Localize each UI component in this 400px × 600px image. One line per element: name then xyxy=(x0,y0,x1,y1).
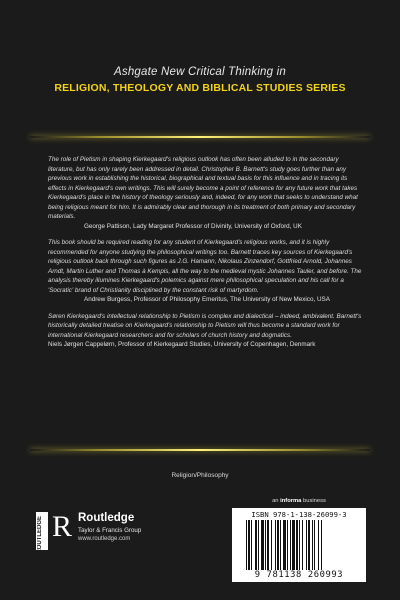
routledge-spine-mark xyxy=(36,512,48,554)
review-3 xyxy=(48,312,362,350)
subject-category: Religion/Philosophy xyxy=(171,472,229,479)
publisher-group: Taylor & Francis Group xyxy=(78,527,142,534)
reviews xyxy=(48,155,362,357)
review-text: This book should be required reading for any student of Kierkegaard's religious works, and it is highly recommended for anyone studying the philosophical writings too. Barnett traces key sources of Kierkegaard's religious outlook back through such figures as J.G. Hamann, Nikolaus Zinzendorf, Gottfried Arnold, Johannes Arndt, Martin Luther and Thomas à Kempis, all the way to the medieval mystic Johannes Tauler, and before. The analysis thereby illumines Kierkegaard's polemics against mere philosophical speculation and his call for a 'Socratic' brand of Christianity disciplined by the constant risk of martyrdom. xyxy=(48,239,362,294)
review-1 xyxy=(48,155,362,231)
series-line2: RELIGION, THEOLOGY AND BIBLICAL STUDIES SERIES xyxy=(54,82,346,94)
informa-business-label xyxy=(232,498,366,504)
informa-suffix: business xyxy=(303,498,326,504)
publisher-logo xyxy=(36,512,166,562)
review-2 xyxy=(48,238,362,305)
isbn-label: ISBN 978-1-138-26099-3 xyxy=(251,510,347,519)
review-attribution: George Pattison, Lady Margaret Professor of Divinity, University of Oxford, UK xyxy=(84,222,302,230)
barcode-area xyxy=(232,498,366,584)
review-attribution: Andrew Burgess, Professor of Philosophy Emeritus, The University of New Mexico, USA xyxy=(84,296,330,303)
publisher-name: Routledge xyxy=(78,512,135,524)
top-glow-divider xyxy=(30,136,370,138)
series-line1: Ashgate New Critical Thinking in xyxy=(114,66,286,78)
spine-mark-text: ROUTLEDGE xyxy=(37,516,43,554)
barcode-box xyxy=(232,508,366,582)
publisher-url: www.routledge.com xyxy=(78,536,131,542)
barcode-icon xyxy=(246,520,352,570)
review-text: Søren Kierkegaard's intellectual relationship to Pietism is complex and dialectical – indeed, ambivalent. Barnett's historically detailed treatise on Kierkegaard's relationship to Pietism will thus become a standard work for international Kierkegaard researchers and for scholars of church history and dogmatics. xyxy=(48,312,362,339)
routledge-r-icon: R xyxy=(52,510,73,543)
bottom-glow-divider xyxy=(30,449,370,451)
informa-brand: informa xyxy=(280,498,302,504)
review-attribution: Niels Jørgen Cappelørn, Professor of Kierkegaard Studies, University of Copenhagen, Denmark xyxy=(48,341,316,348)
informa-prefix: an xyxy=(272,498,279,504)
barcode-digits: 9 781138 260993 xyxy=(254,570,344,580)
series-title xyxy=(0,66,400,94)
review-text: The role of Pietism in shaping Kierkegaard's religious outlook has often been alluded to in the secondary literature, but has only rarely been addressed in detail. Christopher B. Barnett's study goes further than any previous work in establishing the historical, biographical and textual basis for this influence and in tracing its effects in Kierkegaard's own writings. This will surely become a point of reference for any future work that takes Kierkegaard's place in the history of theology seriously and, indeed, for any work that seeks to understand what being religious meant for him. It is admirably clear and thorough in its treatment of both primary and secondary materials. xyxy=(48,156,358,220)
